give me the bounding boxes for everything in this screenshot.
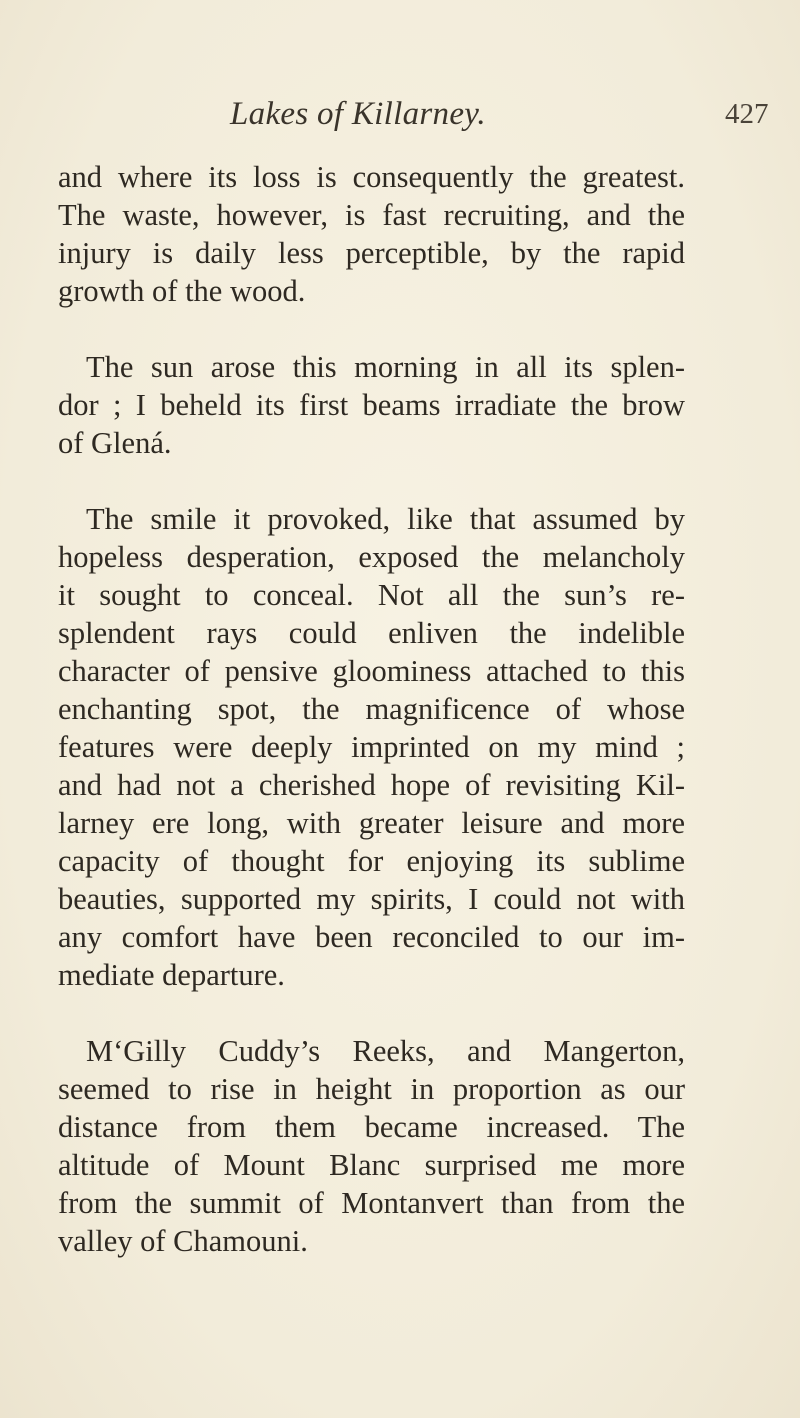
page-number: 427 — [725, 98, 769, 130]
text-line: injury is daily less perceptible, by the rapid — [58, 236, 685, 270]
text-line: splendent rays could enliven the indelible — [58, 616, 685, 650]
text-line: and where its loss is consequently the greatest. — [58, 160, 685, 194]
text-line: The sun arose this morning in all its splen- — [86, 350, 685, 384]
text-line: and had not a cherished hope of revisiting Kil- — [58, 768, 685, 802]
body-text — [58, 158, 685, 1298]
text-line: altitude of Mount Blanc surprised me more — [58, 1148, 685, 1182]
text-line: M‘Gilly Cuddy’s Reeks, and Mangerton, — [86, 1034, 685, 1068]
text-line: The smile it provoked, like that assumed by — [86, 502, 685, 536]
text-line: of Glená. — [58, 426, 172, 460]
text-line: growth of the wood. — [58, 274, 306, 308]
text-line: capacity of thought for enjoying its sublime — [58, 844, 685, 878]
text-line: from the summit of Montanvert than from the — [58, 1186, 685, 1220]
text-line: hopeless desperation, exposed the melancholy — [58, 540, 685, 574]
text-line: features were deeply imprinted on my mind ; — [58, 730, 685, 764]
paragraph — [58, 1032, 685, 1260]
running-head — [0, 96, 800, 146]
text-line: enchanting spot, the magnificence of whose — [58, 692, 685, 726]
text-line: seemed to rise in height in proportion as our — [58, 1072, 685, 1106]
text-line: mediate departure. — [58, 958, 285, 992]
text-line: valley of Chamouni. — [58, 1224, 308, 1258]
text-line: larney ere long, with greater leisure and more — [58, 806, 685, 840]
text-line: dor ; I beheld its first beams irradiate the brow — [58, 388, 685, 422]
paragraph — [58, 158, 685, 310]
paragraph — [58, 500, 685, 994]
paragraph — [58, 348, 685, 462]
text-line: it sought to conceal. Not all the sun’s re- — [58, 578, 685, 612]
text-line: character of pensive gloominess attached to this — [58, 654, 685, 688]
running-title: Lakes of Killarney. — [230, 96, 486, 132]
text-line: any comfort have been reconciled to our im- — [58, 920, 685, 954]
text-line: beauties, supported my spirits, I could not with — [58, 882, 685, 916]
text-line: The waste, however, is fast recruiting, and the — [58, 198, 685, 232]
text-line: distance from them became increased. The — [58, 1110, 685, 1144]
